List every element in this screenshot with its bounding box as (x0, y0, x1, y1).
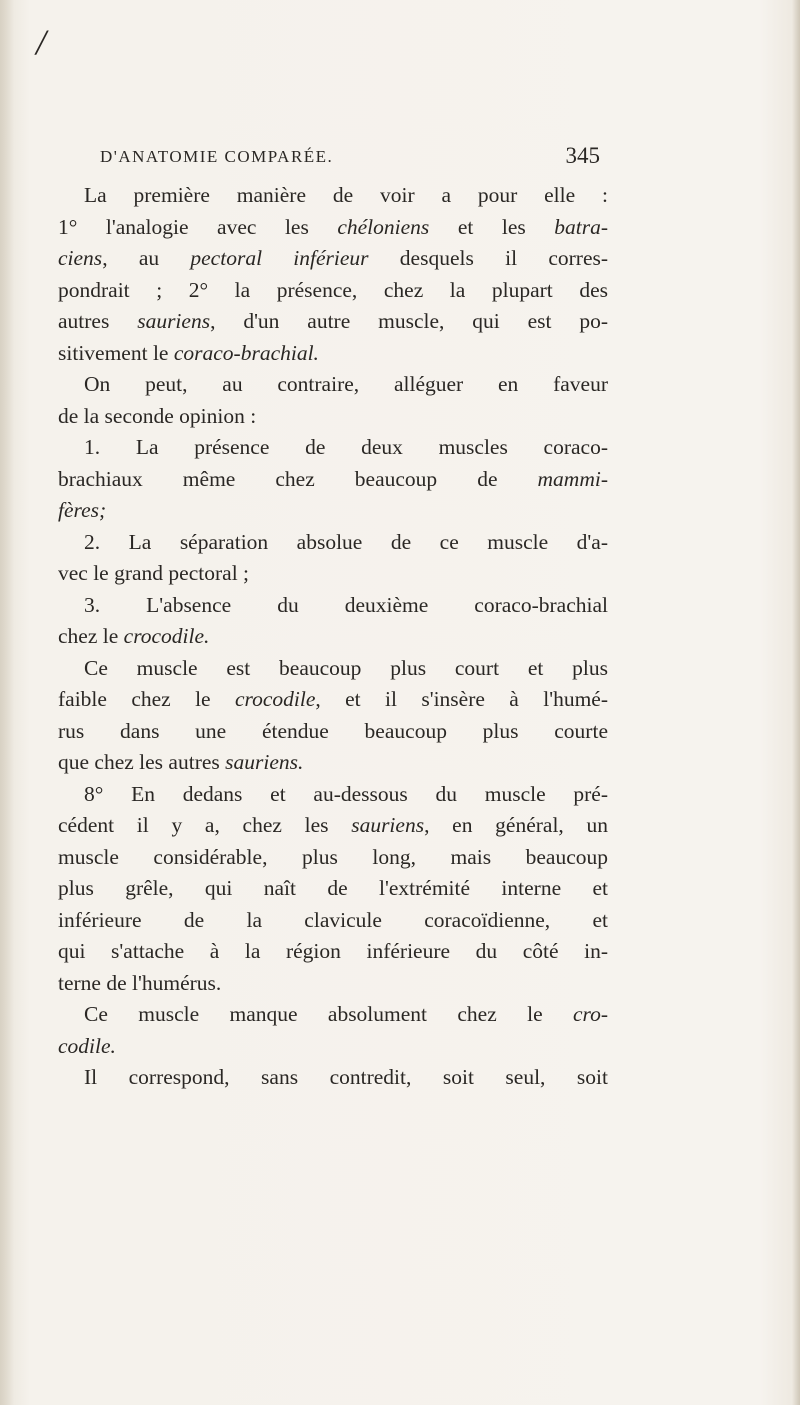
text-line: codile. (58, 1033, 116, 1058)
text-line: inférieure de la clavicule coracoïdienne, et (58, 907, 608, 932)
text-line: sitivement le coraco-brachial. (58, 340, 319, 365)
text-line: 1° l'analogie avec les chéloniens et les batra- (58, 214, 608, 239)
text-line: brachiaux même chez beaucoup de mammi- (58, 466, 608, 491)
text-line: chez le crocodile. (58, 624, 210, 648)
body-text (58, 180, 608, 1094)
text-line: faible chez le crocodile, et il s'insère à l'humé- (58, 687, 608, 711)
text-line: La première manière de voir a pour elle : (84, 183, 608, 207)
text-line: pondrait ; 2° la présence, chez la plupart des (58, 277, 608, 302)
text-line: vec le grand pectoral ; (58, 561, 250, 585)
page-number: 345 (565, 143, 600, 168)
text-line: 1. La présence de deux muscles coraco- (84, 435, 608, 459)
text-line: ciens, au pectoral inférieur desquels il corres- (58, 246, 609, 270)
text-line: rus dans une étendue beaucoup plus courte (58, 718, 608, 743)
text-line: plus grêle, qui naît de l'extrémité interne et (58, 876, 608, 900)
text-line: On peut, au contraire, alléguer en faveur (84, 372, 608, 396)
text-line: 3. L'absence du deuxième coraco-brachial (84, 592, 608, 617)
page-header (100, 143, 600, 171)
text-line: muscle considérable, plus long, mais beaucoup (58, 844, 608, 869)
running-head: D'ANATOMIE COMPARÉE. (100, 147, 334, 166)
text-line: autres sauriens, d'un autre muscle, qui est po- (58, 309, 608, 333)
text-line: fères; (58, 498, 107, 522)
text-line: cédent il y a, chez les sauriens, en général, un (58, 813, 608, 837)
text-line: Ce muscle manque absolument chez le cro- (84, 1002, 608, 1026)
page-left-edge (0, 0, 14, 1405)
text-line: Ce muscle est beaucoup plus court et plus (84, 655, 608, 680)
text-line: 8° En dedans et au-dessous du muscle pré- (84, 781, 608, 806)
text-line: Il correspond, sans contredit, soit seul, soit (84, 1065, 608, 1089)
text-line: terne de l'humérus. (58, 970, 222, 995)
ink-mark: / (36, 22, 47, 62)
page-right-edge (792, 0, 800, 1405)
text-line: de la seconde opinion : (58, 403, 257, 428)
text-line: que chez les autres sauriens. (58, 750, 304, 774)
text-line: qui s'attache à la région inférieure du côté in- (58, 939, 608, 963)
text-line: 2. La séparation absolue de ce muscle d'a- (84, 529, 608, 554)
